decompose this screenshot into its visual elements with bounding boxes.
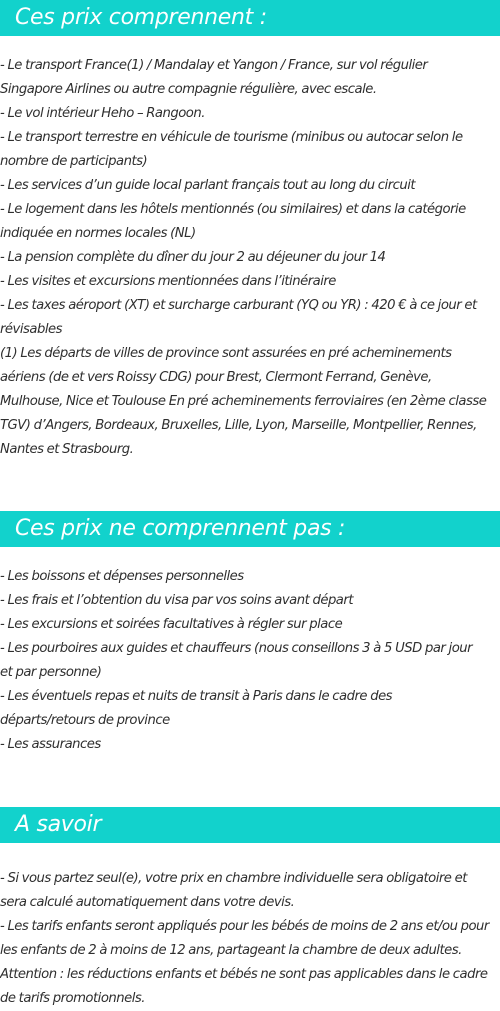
text-line: et par personne) xyxy=(0,665,102,680)
text-line: indiquée en normes locales (NL) xyxy=(0,226,196,241)
text-line: - Le vol intérieur Heho – Rangoon. xyxy=(0,106,205,121)
text-line: départs/retours de province xyxy=(0,713,170,728)
text-line: - La pension complète du dîner du jour 2 au déjeuner du jour 14 xyxy=(0,250,386,265)
text-line: - Les services d’un guide local parlant français tout au long du circuit xyxy=(0,178,416,193)
text-line: - Les excursions et soirées facultatives à régler sur place xyxy=(0,617,343,632)
section-title-not-included: Ces prix ne comprennent pas : xyxy=(15,516,346,541)
text-line: - Les frais et l’obtention du visa par vos soins avant départ xyxy=(0,593,353,608)
text-line: - Le transport France(1) / Mandalay et Yangon / France, sur vol régulier xyxy=(0,58,428,73)
text-line: - Le logement dans les hôtels mentionnés (ou similaires) et dans la catégorie xyxy=(0,202,466,217)
text-line: aériens (de et vers Roissy CDG) pour Brest, Clermont Ferrand, Genève, xyxy=(0,370,432,385)
text-line: - Si vous partez seul(e), votre prix en chambre individuelle sera obligatoire et xyxy=(0,871,467,886)
text-line: - Les pourboires aux guides et chauffeurs (nous conseillons 3 à 5 USD par jour xyxy=(0,641,473,656)
text-line: TGV) d’Angers, Bordeaux, Bruxelles, Lille, Lyon, Marseille, Montpellier, Rennes, xyxy=(0,418,477,433)
section-title-included: Ces prix comprennent : xyxy=(15,5,267,30)
text-line: Nantes et Strasbourg. xyxy=(0,442,134,457)
section-header-not-included xyxy=(0,511,500,547)
section-header-included xyxy=(0,0,500,36)
text-line: Attention : les réductions enfants et bébés ne sont pas applicables dans le cadre xyxy=(0,967,488,982)
text-line: nombre de participants) xyxy=(0,154,148,169)
section-included xyxy=(0,0,500,462)
text-line: révisables xyxy=(0,322,62,337)
section-not-included xyxy=(0,511,500,757)
text-line: - Les taxes aéroport (XT) et surcharge carburant (YQ ou YR) : 420 € à ce jour et xyxy=(0,298,477,313)
not-included-list xyxy=(0,547,500,757)
text-line: Singapore Airlines ou autre compagnie régulière, avec escale. xyxy=(0,82,377,97)
section-title-good-to-know: A savoir xyxy=(15,812,102,837)
text-line: sera calculé automatiquement dans votre devis. xyxy=(0,895,295,910)
section-header-good-to-know xyxy=(0,807,500,843)
included-list xyxy=(0,36,500,462)
good-to-know-list xyxy=(0,843,500,1011)
text-line: - Les tarifs enfants seront appliqués pour les bébés de moins de 2 ans et/ou pour xyxy=(0,919,489,934)
text-line: - Les assurances xyxy=(0,737,101,752)
text-line: de tarifs promotionnels. xyxy=(0,991,145,1006)
text-line: - Le transport terrestre en véhicule de tourisme (minibus ou autocar selon le xyxy=(0,130,463,145)
section-good-to-know xyxy=(0,807,500,1011)
text-line: - Les visites et excursions mentionnées dans l’itinéraire xyxy=(0,274,336,289)
text-line: les enfants de 2 à moins de 12 ans, partageant la chambre de deux adultes. xyxy=(0,943,462,958)
text-line: - Les éventuels repas et nuits de transit à Paris dans le cadre des xyxy=(0,689,393,704)
text-line: (1) Les départs de villes de province sont assurées en pré acheminements xyxy=(0,346,452,361)
text-line: - Les boissons et dépenses personnelles xyxy=(0,569,244,584)
text-line: Mulhouse, Nice et Toulouse En pré acheminements ferroviaires (en 2ème classe xyxy=(0,394,487,409)
